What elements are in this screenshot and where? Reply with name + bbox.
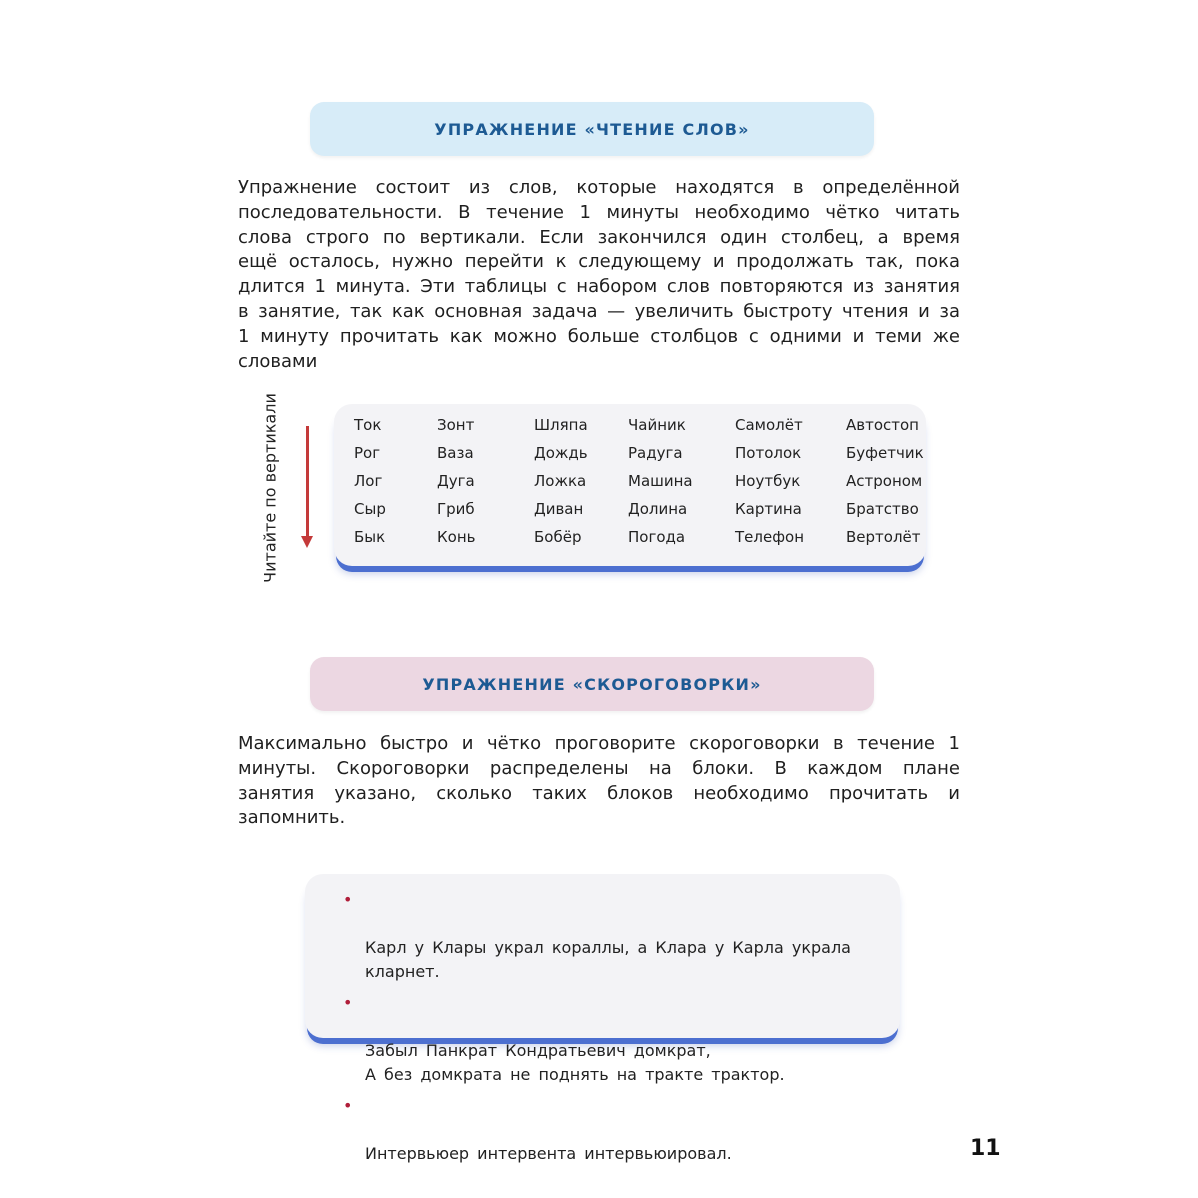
tongue-twister-text: Забыл Панкрат Кондратьевич домкрат, А без домкрата не поднять на тракте трактор. <box>365 1041 785 1084</box>
tongue-twister-text: Интервьюер интервента интервьюировал. <box>365 1144 732 1163</box>
word-column <box>846 416 924 556</box>
word-column <box>354 416 386 556</box>
read-direction-label <box>246 393 294 583</box>
word-cell: Конь <box>437 528 476 546</box>
word-cell: Потолок <box>735 444 802 462</box>
tongue-twister-text: Карл у Клары украл кораллы, а Клара у Карла украла кларнет. <box>365 938 851 981</box>
bullet-icon: • <box>343 993 353 1012</box>
word-cell: Картина <box>735 500 802 518</box>
word-cell: Шляпа <box>534 416 588 434</box>
section-title-tongue-twisters: УПРАЖНЕНИЕ «СКОРОГОВОРКИ» <box>422 674 762 694</box>
word-cell: Зонт <box>437 416 475 434</box>
word-cell: Погода <box>628 528 686 546</box>
word-cell: Буфетчик <box>846 444 924 462</box>
word-cell: Гриб <box>437 500 475 518</box>
page-number: 11 <box>970 1136 1001 1161</box>
word-column <box>437 416 475 556</box>
word-cell: Бобёр <box>534 528 582 546</box>
word-cell: Астроном <box>846 472 923 490</box>
list-item <box>343 1094 865 1166</box>
word-cell: Автостоп <box>846 416 919 434</box>
list-item <box>343 888 865 984</box>
word-cell: Ваза <box>437 444 474 462</box>
word-column <box>735 416 804 556</box>
word-cell: Братство <box>846 500 919 518</box>
word-cell: Дождь <box>534 444 588 462</box>
word-cell: Рог <box>354 444 381 462</box>
word-cell: Ток <box>354 416 382 434</box>
arrow-head-icon <box>301 536 313 548</box>
bullet-icon: • <box>343 1096 353 1115</box>
word-cell: Сыр <box>354 500 386 518</box>
word-cell: Самолёт <box>735 416 803 434</box>
tongue-twister-list <box>343 888 865 1173</box>
word-cell: Диван <box>534 500 584 518</box>
word-cell: Вертолёт <box>846 528 921 546</box>
word-column <box>628 416 693 556</box>
read-direction-text: Читайте по вертикали <box>260 393 280 583</box>
down-arrow-icon <box>306 426 309 538</box>
word-column <box>534 416 588 556</box>
word-cell: Радуга <box>628 444 683 462</box>
word-cell: Ноутбук <box>735 472 801 490</box>
bullet-icon: • <box>343 890 353 909</box>
tongue-twister-instructions: Максимально быстро и чётко проговорите скороговорки в течение 1 минуты. Скороговорки распределены на блоки. В каждом плане занятия указано, сколько таких блоков необходимо прочитать и запомнить. <box>238 733 960 829</box>
word-cell: Долина <box>628 500 688 518</box>
word-cell: Лог <box>354 472 383 490</box>
section-banner-tongue-twisters <box>310 657 874 711</box>
word-cell: Машина <box>628 472 693 490</box>
word-cell: Бык <box>354 528 386 546</box>
word-cell: Чайник <box>628 416 686 434</box>
words-table-card <box>334 404 926 566</box>
word-cell: Телефон <box>735 528 805 546</box>
word-cell: Ложка <box>534 472 587 490</box>
section-title-reading: УПРАЖНЕНИЕ «ЧТЕНИЕ СЛОВ» <box>434 119 750 139</box>
section-banner-reading <box>310 102 874 156</box>
word-cell: Дуга <box>437 472 475 490</box>
reading-instructions: Упражнение состоит из слов, которые находятся в определённой последовательности. В течение 1 минуты необходимо чётко читать слова строго по вертикали. Если закончился один столбец, а время ещё осталось, нужно перейти к следующему и продолжать так, пока длится 1 минута. Эти таблицы с набором слов повторяются из занятия в занятие, так как основная задача — увеличить быстроту чтения и за 1 минуту прочитать как можно больше столбцов с одними и теми же словами <box>238 177 960 372</box>
list-item <box>343 991 865 1087</box>
tongue-twisters-card <box>305 874 900 1163</box>
